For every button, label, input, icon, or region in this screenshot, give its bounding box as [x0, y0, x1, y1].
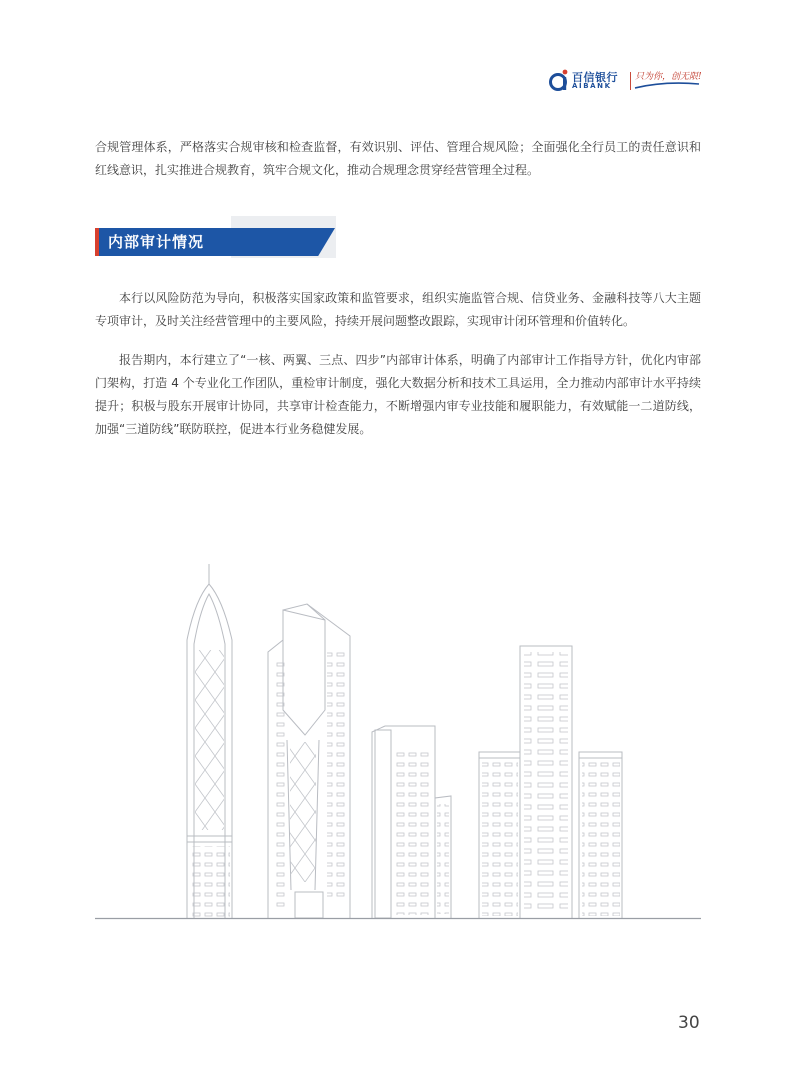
section-title: 内部审计情况 — [108, 233, 205, 251]
logo-english-name: AIBANK — [572, 82, 612, 90]
page-number: 30 — [678, 1013, 700, 1033]
paragraph-audit-focus: 本行以风险防范为导向，积极落实国家政策和监管要求，组织实施监管合规、信贷业务、金融科技等八大主题专项审计，及时关注经营管理中的主要风险，持续开展问题整改跟踪，实现审计闭环管理和价值转化。 — [95, 291, 701, 328]
header-logo — [548, 68, 700, 94]
angular-tower — [268, 604, 350, 918]
logo-slogan: 只为你，创无限! — [635, 72, 702, 82]
small-office-block — [479, 752, 520, 918]
aibank-logo-icon — [548, 68, 570, 92]
logo-chinese-name: 百信银行 — [572, 71, 618, 84]
spire-tower — [187, 564, 232, 918]
section-heading-accent — [95, 228, 99, 256]
midrise-building — [372, 726, 451, 918]
city-skyline-illustration — [95, 560, 701, 922]
paragraph-compliance: 合规管理体系，严格落实合规审核和检查监督，有效识别、评估、管理合规风险；全面强化全行员工的责任意识和红线意识，扎实推进合规教育，筑牢合规文化，推动合规理念贯穿经营管理全过程。 — [95, 140, 701, 177]
right-office-block — [579, 752, 622, 918]
paragraph-audit-system: 报告期内，本行建立了“一核、两翼、三点、四步”内部审计体系，明确了内部审计工作指导方针，优化内审部门架构，打造 4 个专业化工作团队，重检审计制度，强化大数据分析和技术工具运用，全力推动内部审计水平持续提升；积极与股东开展审计协同，共享审计检查能力，不断增强内审专业技能和履职能力，有效赋能一二道防线，加强“三道防线”联防联控，促进本行业务稳健发展。 — [95, 353, 701, 436]
logo-divider — [630, 72, 631, 90]
tall-slab-building — [520, 646, 572, 918]
slogan-swoosh-icon — [634, 80, 700, 90]
